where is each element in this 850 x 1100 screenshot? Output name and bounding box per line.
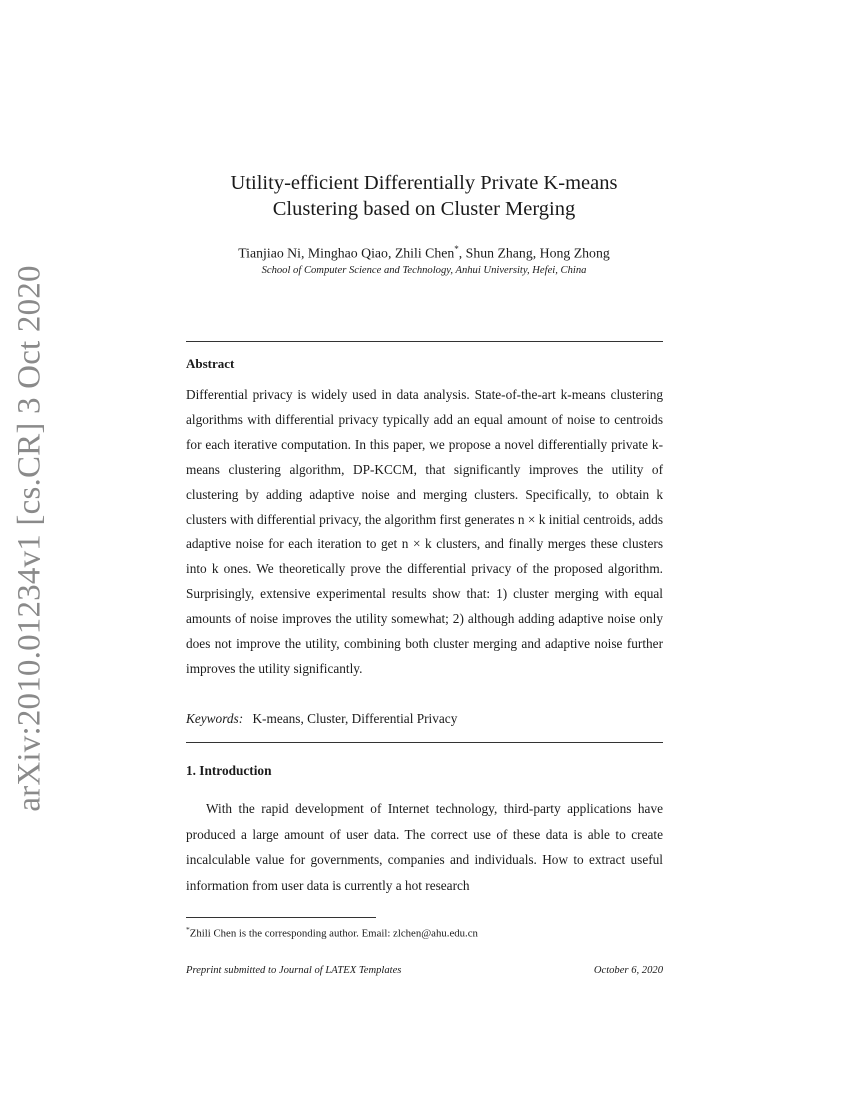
corresponding-author-mark: * [454, 244, 459, 254]
arxiv-stamp [8, 264, 52, 812]
keywords-text: K-means, Cluster, Differential Privacy [252, 711, 458, 726]
title-line-2: Clustering based on Cluster Merging [272, 198, 576, 220]
footnote-mark: * [186, 925, 190, 934]
footer-journal: Preprint submitted to Journal of LATEX Templates [186, 965, 402, 976]
abstract-heading: Abstract [186, 356, 235, 371]
footer-date: October 6, 2020 [593, 965, 663, 976]
authors-before-mark: Tianjiao Ni, Minghao Qiao, Zhili Chen [238, 245, 455, 261]
introduction-text: With the rapid development of Internet technology, third-party applications have produced a large amount of user data. The correct use of these data is able to create incalculable value for governments, companies and individuals. How to extract useful information from user data is currently a hot research [186, 801, 663, 894]
footnote-rule [186, 917, 376, 918]
abstract-text: Differential privacy is widely used in data analysis. State-of-the-art k-means clustering algorithms with differential privacy typically add an equal amount of noise to centroids for each iterative computation. In this paper, we propose a novel differentially private k-means clustering algorithm, DP-KCCM, that significantly improves the utility of clustering by adding adaptive noise and merging clusters. Specifically, to obtain k clusters with differential privacy, the algorithm first generates n × k initial centroids, adds adaptive noise for each iteration to get n × k clusters, and finally merges these clusters into k ones. We theoretically prove the differential privacy of the proposed algorithm. Surprisingly, extensive experimental results show that: 1) cluster merging with equal amounts of noise improves the utility somewhat; 2) although adding adaptive noise only does not improve the utility, combining both cluster merging and adaptive noise further improves the utility significantly. [186, 387, 663, 676]
abstract-bottom-rule [186, 742, 663, 743]
authors-after-mark: , Shun Zhang, Hong Zhong [458, 245, 610, 261]
keywords-label: Keywords: [186, 711, 244, 726]
keywords [186, 710, 457, 728]
abstract-top-rule [186, 341, 663, 342]
author-list [185, 240, 663, 263]
paper-title [185, 170, 663, 222]
footnote-text: Zhili Chen is the corresponding author. Email: zlchen@ahu.edu.cn [189, 927, 478, 940]
arxiv-identifier: arXiv:2010.01234v1 [cs.CR] 3 Oct 2020 [11, 264, 48, 812]
section-heading-introduction: 1. Introduction [186, 763, 272, 778]
title-line-1: Utility-efficient Differentially Private K-means [230, 172, 618, 194]
footnote [186, 923, 478, 941]
affiliation: School of Computer Science and Technology, Anhui University, Hefei, China [261, 265, 587, 276]
